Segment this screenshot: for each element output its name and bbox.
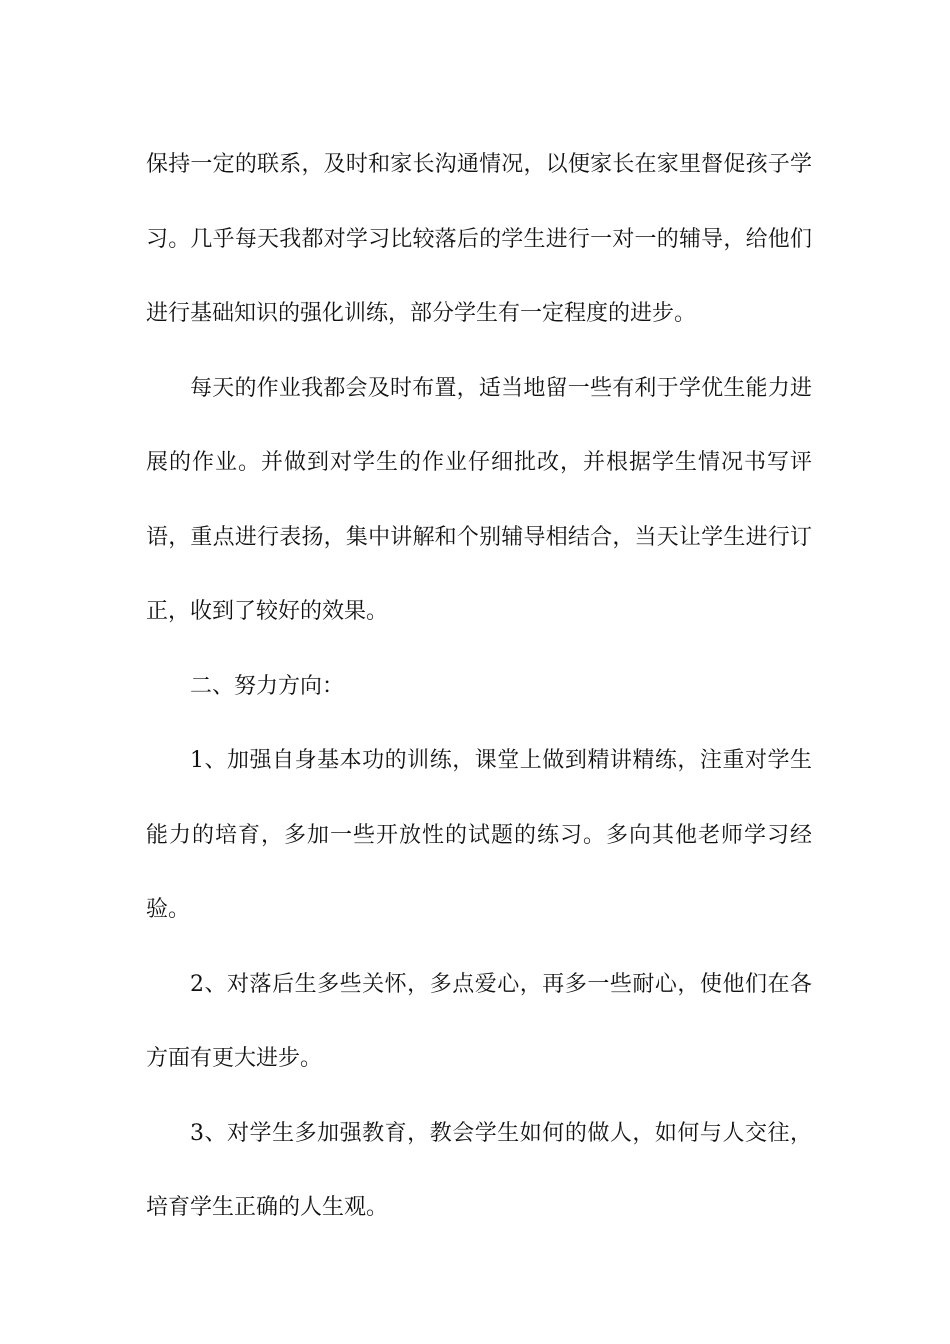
list-item-1: 1、加强自身基本功的训练，课堂上做到精讲精练，注重对学生能力的培育，多加一些开放性的试题的练习。多向其他老师学习经验。 xyxy=(146,748,812,922)
list-item-2: 2、对落后生多些关怀，多点爱心，再多一些耐心，使他们在各方面有更大进步。 xyxy=(146,971,812,1071)
document-body xyxy=(146,128,812,1246)
list-item-3: 3、对学生多加强教育，教会学生如何的做人，如何与人交往，培育学生正确的人生观。 xyxy=(146,1120,812,1220)
paragraph-continuation: 保持一定的联系，及时和家长沟通情况，以便家长在家里督促孩子学习。几乎每天我都对学习比较落后的学生进行一对一的辅导，给他们进行基础知识的强化训练，部分学生有一定程度的进步。 xyxy=(146,152,812,326)
paragraph-homework: 每天的作业我都会及时布置，适当地留一些有利于学优生能力进展的作业。并做到对学生的作业仔细批改，并根据学生情况书写评语，重点进行表扬，集中讲解和个别辅导相结合，当天让学生进行订正，收到了较好的效果。 xyxy=(146,375,812,624)
section-heading-direction: 二、努力方向： xyxy=(190,673,345,699)
